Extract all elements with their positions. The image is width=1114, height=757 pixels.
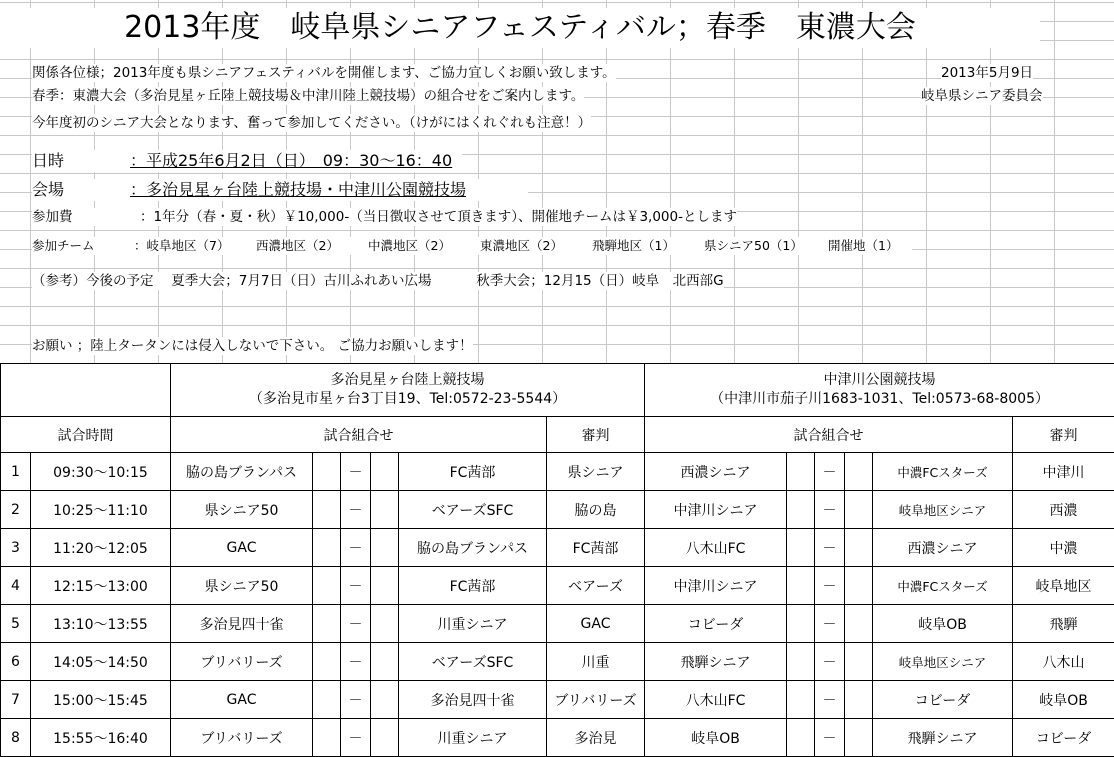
- venue2-referee: 中濃: [1013, 529, 1114, 567]
- venue2-referee: 中津川: [1013, 453, 1114, 491]
- venue1-referee: GAC: [547, 605, 645, 643]
- table-row: [1, 719, 1114, 757]
- dash: －: [815, 453, 845, 491]
- match-number: 7: [1, 681, 31, 719]
- match-time: 10:25～11:10: [31, 491, 171, 529]
- dash: －: [815, 529, 845, 567]
- table-row: [1, 491, 1114, 529]
- venue2-referee: コビーダ: [1013, 719, 1114, 757]
- page-title: 2013年度 岐阜県シニアフェスティバル；春季 東濃大会: [0, 8, 1040, 48]
- venue2-referee: 八木山: [1013, 643, 1114, 681]
- column-header-row: [1, 417, 1114, 453]
- venue1-referee: 脇の島: [547, 491, 645, 529]
- venue1-team-b: FC茜部: [399, 567, 547, 605]
- blank-cell: [787, 453, 815, 491]
- venue2-team-b: 岐阜地区シニア: [873, 643, 1013, 681]
- venue-2-name: 中津川公園競技場: [645, 371, 1114, 390]
- dash: －: [341, 643, 371, 681]
- team-entry: ：岐阜地区（7）: [134, 237, 256, 255]
- dash: －: [815, 605, 845, 643]
- venue-label: 会場: [32, 179, 130, 201]
- header-line-1: 関係各位様；2013年度も県シニアフェスティバルを開催します、ご協力宜しくお願い致します。: [32, 64, 616, 82]
- venue2-team-b: 西濃シニア: [873, 529, 1013, 567]
- venue-2-address: （中津川市茄子川1683-1031、Tel:0573-68-8005）: [645, 390, 1114, 409]
- table-row: [1, 529, 1114, 567]
- team-entry: 県シニア50（1）: [704, 237, 828, 255]
- dash: －: [815, 491, 845, 529]
- blank-cell: [313, 491, 341, 529]
- dash: －: [815, 719, 845, 757]
- venue1-team-a: ブリバリーズ: [171, 643, 313, 681]
- venue1-referee: ベアーズ: [547, 567, 645, 605]
- venue2-team-a: 中津川シニア: [645, 567, 787, 605]
- venue2-referee: 飛騨: [1013, 605, 1114, 643]
- blank-cell: [371, 491, 399, 529]
- venue-1-header: [171, 364, 645, 417]
- datetime-label: 日時: [32, 150, 130, 172]
- blank-cell: [371, 605, 399, 643]
- blank-cell: [313, 719, 341, 757]
- team-entry: 西濃地区（2）: [256, 237, 368, 255]
- venue-row: [32, 179, 528, 201]
- blank-cell: [787, 529, 815, 567]
- table-row: [1, 605, 1114, 643]
- venue2-team-b: 中濃FCスターズ: [873, 567, 1013, 605]
- venue-1-name: 多治見星ヶ台陸上競技場: [171, 371, 644, 390]
- match-time: 15:00～15:45: [31, 681, 171, 719]
- col-header-match-1: 試合組合せ: [171, 417, 547, 453]
- venue-header-blank: [1, 364, 171, 417]
- col-header-referee-1: 審判: [547, 417, 645, 453]
- match-number: 5: [1, 605, 31, 643]
- match-number: 3: [1, 529, 31, 567]
- venue1-team-a: 県シニア50: [171, 491, 313, 529]
- blank-cell: [787, 567, 815, 605]
- venue-header-row: [1, 364, 1114, 417]
- fee-value: ：1年分（春・夏・秋）￥10,000-（当日徴収させて頂きます）、開催地チームは￥3,000-とします: [140, 209, 737, 225]
- venue2-referee: 西濃: [1013, 491, 1114, 529]
- blank-cell: [787, 605, 815, 643]
- venue1-team-b: 川重シニア: [399, 605, 547, 643]
- venue1-referee: 県シニア: [547, 453, 645, 491]
- venue1-referee: 多治見: [547, 719, 645, 757]
- blank-cell: [845, 529, 873, 567]
- venue1-referee: FC茜部: [547, 529, 645, 567]
- venue1-team-a: GAC: [171, 681, 313, 719]
- col-header-referee-2: 審判: [1013, 417, 1114, 453]
- dash: －: [341, 605, 371, 643]
- dash: －: [341, 491, 371, 529]
- venue1-team-a: GAC: [171, 529, 313, 567]
- venue1-team-b: 多治見四十雀: [399, 681, 547, 719]
- dash: －: [341, 719, 371, 757]
- match-time: 11:20～12:05: [31, 529, 171, 567]
- venue-2-header: [645, 364, 1114, 417]
- blank-cell: [787, 719, 815, 757]
- teams-row: [32, 237, 912, 255]
- team-entry: 開催地（1）: [828, 238, 898, 253]
- venue2-team-a: コビーダ: [645, 605, 787, 643]
- venue1-team-a: 脇の島ブランパス: [171, 453, 313, 491]
- blank-cell: [845, 643, 873, 681]
- table-row: [1, 681, 1114, 719]
- dash: －: [815, 681, 845, 719]
- venue1-referee: 川重: [547, 643, 645, 681]
- col-header-time: 試合時間: [1, 417, 171, 453]
- schedule-table: [0, 363, 1114, 757]
- venue1-team-a: 多治見四十雀: [171, 605, 313, 643]
- match-time: 09:30～10:15: [31, 453, 171, 491]
- team-entry: 東濃地区（2）: [480, 237, 592, 255]
- blank-cell: [313, 605, 341, 643]
- venue2-referee: 岐阜OB: [1013, 681, 1114, 719]
- blank-cell: [371, 529, 399, 567]
- dash: －: [341, 453, 371, 491]
- venue2-team-b: 中濃FCスターズ: [873, 453, 1013, 491]
- match-time: 13:10～13:55: [31, 605, 171, 643]
- fee-row: [32, 208, 737, 226]
- blank-cell: [845, 453, 873, 491]
- blank-cell: [313, 529, 341, 567]
- blank-cell: [313, 643, 341, 681]
- blank-cell: [371, 567, 399, 605]
- venue2-team-b: 岐阜OB: [873, 605, 1013, 643]
- blank-cell: [313, 567, 341, 605]
- blank-cell: [787, 681, 815, 719]
- venue1-team-b: FC茜部: [399, 453, 547, 491]
- venue1-team-b: ベアーズSFC: [399, 491, 547, 529]
- team-entry: 飛騨地区（1）: [592, 237, 704, 255]
- blank-cell: [787, 491, 815, 529]
- datetime-value: ：平成25年6月2日（日） 09：30～16：40: [130, 151, 452, 170]
- col-header-match-2: 試合組合せ: [645, 417, 1013, 453]
- venue2-team-a: 八木山FC: [645, 681, 787, 719]
- venue1-team-b: 川重シニア: [399, 719, 547, 757]
- blank-cell: [845, 681, 873, 719]
- venue2-team-b: 飛騨シニア: [873, 719, 1013, 757]
- blank-cell: [371, 719, 399, 757]
- blank-cell: [787, 643, 815, 681]
- table-row: [1, 567, 1114, 605]
- blank-cell: [371, 453, 399, 491]
- blank-cell: [845, 719, 873, 757]
- header-date: 2013年5月9日: [941, 64, 1033, 82]
- venue-1-address: （多治見市星ヶ台3丁目19、Tel:0572-23-5544）: [171, 390, 644, 409]
- venue2-team-b: 岐阜地区シニア: [873, 491, 1013, 529]
- dash: －: [341, 567, 371, 605]
- match-number: 6: [1, 643, 31, 681]
- match-time: 15:55～16:40: [31, 719, 171, 757]
- venue1-team-a: 県シニア50: [171, 567, 313, 605]
- blank-cell: [845, 605, 873, 643]
- venue1-referee: ブリバリーズ: [547, 681, 645, 719]
- header-line-2: 春季：東濃大会（多治見星ヶ丘陸上競技場＆中津川陸上競技場）の組合せをご案内します。: [32, 87, 584, 105]
- venue2-team-b: コビーダ: [873, 681, 1013, 719]
- venue2-team-a: 飛騨シニア: [645, 643, 787, 681]
- venue2-team-a: 八木山FC: [645, 529, 787, 567]
- request-note: お願い ；陸上タータンには侵入しないで下さい。 ご協力お願いします！: [32, 337, 473, 355]
- teams-label: 参加チーム: [32, 237, 134, 255]
- header-line-3: 今年度初のシニア大会となります、奮って参加してください。（けがにはくれぐれも注意！）: [32, 114, 591, 132]
- blank-cell: [845, 567, 873, 605]
- match-number: 4: [1, 567, 31, 605]
- dash: －: [815, 567, 845, 605]
- venue2-team-a: 西濃シニア: [645, 453, 787, 491]
- match-number: 2: [1, 491, 31, 529]
- blank-cell: [313, 453, 341, 491]
- table-row: [1, 453, 1114, 491]
- blank-cell: [313, 681, 341, 719]
- table-row: [1, 643, 1114, 681]
- venue2-referee: 岐阜地区: [1013, 567, 1114, 605]
- venue2-team-a: 岐阜OB: [645, 719, 787, 757]
- reference-schedule: （参考）今後の予定 夏季大会；7月7日（日）古川ふれあい広場 秋季大会；12月15（日）岐阜 北西部G: [32, 272, 724, 290]
- header-organization: 岐阜県シニア委員会: [921, 87, 1043, 105]
- match-number: 1: [1, 453, 31, 491]
- match-time: 12:15～13:00: [31, 567, 171, 605]
- blank-cell: [371, 643, 399, 681]
- blank-cell: [845, 491, 873, 529]
- match-number: 8: [1, 719, 31, 757]
- venue1-team-b: 脇の島ブランパス: [399, 529, 547, 567]
- match-time: 14:05～14:50: [31, 643, 171, 681]
- fee-label: 参加費: [32, 208, 140, 226]
- venue1-team-b: ベアーズSFC: [399, 643, 547, 681]
- dash: －: [341, 529, 371, 567]
- team-entry: 中濃地区（2）: [368, 237, 480, 255]
- datetime-row: [32, 150, 462, 172]
- venue-value: ：多治見星ヶ台陸上競技場・中津川公園競技場: [130, 180, 466, 199]
- blank-cell: [371, 681, 399, 719]
- dash: －: [815, 643, 845, 681]
- venue2-team-a: 中津川シニア: [645, 491, 787, 529]
- dash: －: [341, 681, 371, 719]
- venue1-team-a: ブリバリーズ: [171, 719, 313, 757]
